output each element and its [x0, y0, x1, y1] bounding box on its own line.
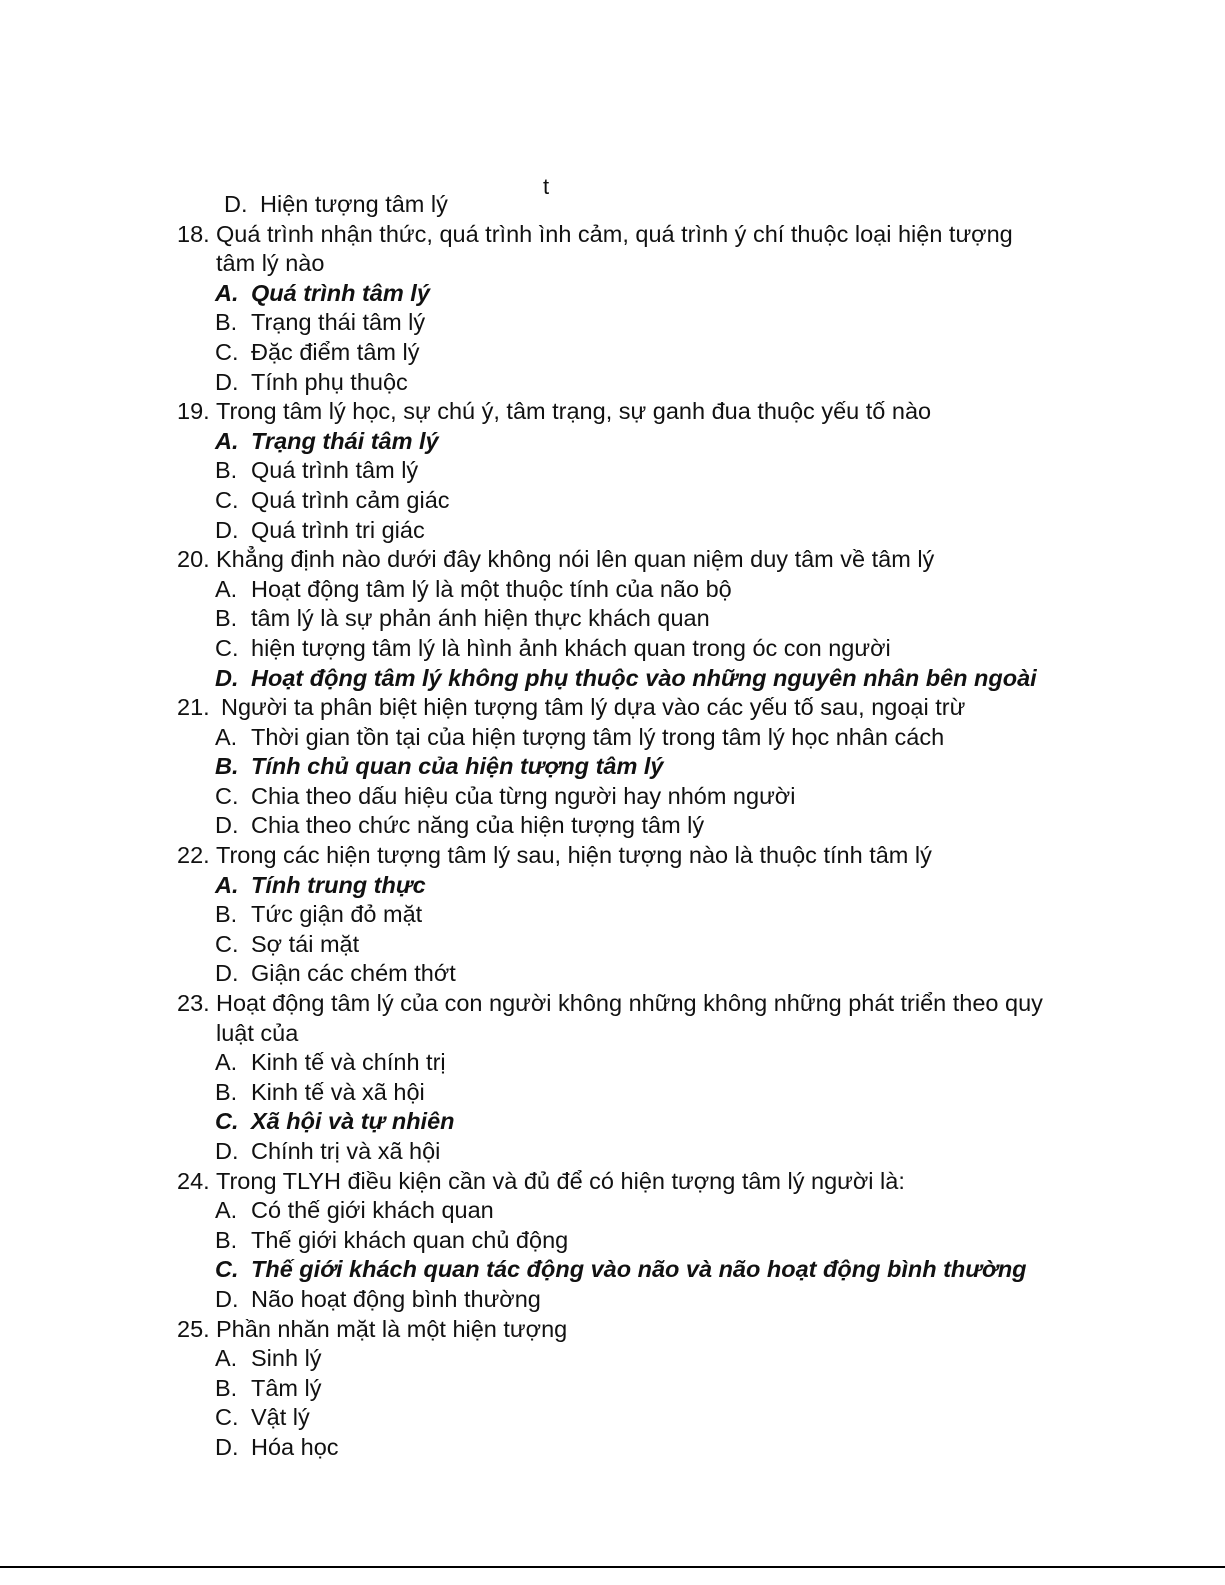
- option-text: Giận các chém thớt: [251, 960, 456, 987]
- option-row-correct: [0, 752, 1225, 782]
- option-text: Xã hội và tự nhiên: [251, 1108, 455, 1135]
- option-text: Tức giận đỏ mặt: [251, 901, 423, 928]
- option-label: C.: [215, 1108, 239, 1135]
- option-row-correct: [0, 427, 1225, 457]
- question-24-line-1: [0, 1167, 1225, 1197]
- option-text: Chia theo dấu hiệu của từng người hay nhóm người: [251, 782, 796, 809]
- option-label: C.: [215, 1256, 239, 1283]
- option-label: D.: [215, 812, 239, 839]
- question-text: Người ta phân biệt hiện tượng tâm lý dựa vào các yếu tố sau, ngoại trừ: [221, 694, 966, 721]
- question-text: Trong các hiện tượng tâm lý sau, hiện tượng nào là thuộc tính tâm lý: [216, 842, 932, 869]
- question-22-line-1: [0, 841, 1225, 871]
- option-label: B.: [215, 605, 238, 632]
- option-text: Chính trị và xã hội: [251, 1138, 441, 1164]
- option-label: D.: [224, 191, 248, 217]
- option-text: Trạng thái tâm lý: [251, 309, 426, 336]
- option-text: Tính chủ quan của hiện tượng tâm lý: [251, 753, 664, 780]
- option-label: C.: [215, 634, 239, 661]
- option-text: Quá trình cảm giác: [251, 486, 450, 513]
- option-row: [0, 782, 1225, 812]
- option-label: C.: [215, 1404, 239, 1431]
- option-text: Hoạt động tâm lý là một thuộc tính của não bộ: [251, 575, 732, 602]
- option-text: Hiện tượng tâm lý: [260, 191, 448, 217]
- question-18-line-2: [0, 249, 1225, 279]
- option-row: [0, 1226, 1225, 1256]
- option-label: D.: [215, 664, 239, 691]
- option-text: tâm lý là sự phản ánh hiện thực khách quan: [251, 605, 710, 632]
- option-label: D.: [215, 1433, 239, 1460]
- option-text: Tính phụ thuộc: [251, 368, 408, 395]
- option-text: Tâm lý: [251, 1374, 322, 1401]
- question-text-continued: luật của: [216, 1019, 299, 1046]
- option-row-correct: [0, 1255, 1225, 1285]
- option-row: [0, 486, 1225, 516]
- option-text: Kinh tế và xã hội: [251, 1078, 425, 1105]
- question-text: Khẳng định nào dưới đây không nói lên quan niệm duy tâm về tâm lý: [216, 546, 935, 573]
- page-bottom-rule: [0, 1566, 1225, 1568]
- option-row: [0, 723, 1225, 753]
- option-row: [0, 811, 1225, 841]
- question-text: Phần nhăn mặt là một hiện tượng: [216, 1315, 568, 1342]
- option-text: Hoạt động tâm lý không phụ thuộc vào những nguyên nhân bên ngoài: [251, 664, 1037, 691]
- option-label: B.: [215, 309, 238, 336]
- option-label: D.: [215, 960, 239, 987]
- option-text: Hóa học: [251, 1433, 339, 1460]
- question-number: 25.: [177, 1315, 210, 1342]
- option-row: [0, 338, 1225, 368]
- question-25-line-1: [0, 1315, 1225, 1345]
- stray-mark: t: [543, 174, 550, 199]
- option-row: [0, 575, 1225, 605]
- option-label: B.: [215, 1374, 238, 1401]
- option-label: A.: [215, 871, 239, 898]
- option-label: A.: [215, 575, 238, 602]
- option-row: [0, 1344, 1225, 1374]
- option-row: [0, 1433, 1225, 1463]
- option-text: Quá trình tâm lý: [251, 279, 430, 306]
- question-23-line-2: [0, 1019, 1225, 1049]
- option-label: B.: [215, 457, 238, 484]
- option-text: Tính trung thực: [251, 871, 426, 898]
- question-number: 24.: [177, 1167, 210, 1194]
- option-text: Đặc điểm tâm lý: [251, 338, 420, 365]
- option-row: [0, 368, 1225, 398]
- option-row: [0, 1137, 1225, 1167]
- option-label: A.: [215, 1345, 238, 1372]
- option-text: Quá trình tâm lý: [251, 457, 419, 484]
- option-row: [0, 930, 1225, 960]
- option-row: [0, 308, 1225, 338]
- option-label: C.: [215, 930, 239, 957]
- question-text: Trong TLYH điều kiện cần và đủ để có hiện tượng tâm lý người là:: [216, 1167, 905, 1194]
- option-text: Vật lý: [251, 1404, 310, 1431]
- option-row: [0, 1048, 1225, 1078]
- option-row: [0, 604, 1225, 634]
- option-label: C.: [215, 486, 239, 513]
- option-label: B.: [215, 901, 238, 928]
- option-label: A.: [215, 279, 239, 306]
- option-label: B.: [215, 1226, 238, 1253]
- option-row: [0, 1078, 1225, 1108]
- option-row-correct: [0, 871, 1225, 901]
- question-text: Hoạt động tâm lý của con người không những không những phát triển theo quy: [216, 990, 1043, 1017]
- question-18-line-1: [0, 220, 1225, 250]
- option-label: C.: [215, 782, 239, 809]
- option-text: Thời gian tồn tại của hiện tượng tâm lý trong tâm lý học nhân cách: [251, 723, 945, 750]
- option-text: Sợ tái mặt: [251, 930, 360, 957]
- question-number: 22.: [177, 842, 210, 869]
- option-text: Trạng thái tâm lý: [251, 427, 439, 454]
- question-19-line-1: [0, 397, 1225, 427]
- option-row: [0, 190, 1225, 220]
- option-text: hiện tượng tâm lý là hình ảnh khách quan trong óc con người: [251, 634, 891, 661]
- question-number: 18.: [177, 220, 210, 247]
- option-text: Não hoạt động bình thường: [251, 1285, 541, 1312]
- option-row-correct: [0, 664, 1225, 694]
- option-row-correct: [0, 279, 1225, 309]
- question-23-line-1: [0, 989, 1225, 1019]
- question-text: Trong tâm lý học, sự chú ý, tâm trạng, sự ganh đua thuộc yếu tố nào: [216, 398, 932, 425]
- option-row: [0, 1285, 1225, 1315]
- option-text: Sinh lý: [251, 1345, 322, 1372]
- option-label: B.: [215, 1078, 238, 1105]
- question-text: Quá trình nhận thức, quá trình ình cảm, quá trình ý chí thuộc loại hiện tượng: [216, 220, 1013, 247]
- option-label: A.: [215, 1049, 238, 1076]
- option-label: A.: [215, 1197, 238, 1224]
- option-text: Có thế giới khách quan: [251, 1197, 494, 1224]
- option-label: D.: [215, 1138, 239, 1164]
- question-text-continued: tâm lý nào: [216, 250, 325, 277]
- question-20-line-1: [0, 545, 1225, 575]
- option-label: C.: [215, 338, 239, 365]
- option-row: [0, 900, 1225, 930]
- option-row: [0, 959, 1225, 989]
- option-text: Thế giới khách quan tác động vào não và não hoạt động bình thường: [251, 1256, 1027, 1283]
- option-row: [0, 1403, 1225, 1433]
- option-text: Quá trình tri giác: [251, 516, 425, 543]
- question-number: 23.: [177, 990, 210, 1017]
- question-number: 20.: [177, 546, 210, 573]
- option-text: Kinh tế và chính trị: [251, 1049, 446, 1076]
- option-row: [0, 634, 1225, 664]
- quiz-content: [0, 190, 1225, 1463]
- option-row: [0, 1196, 1225, 1226]
- option-label: B.: [215, 753, 239, 780]
- option-row-correct: [0, 1107, 1225, 1137]
- option-label: A.: [215, 723, 238, 750]
- option-label: A.: [215, 427, 239, 454]
- question-21-line-1: [0, 693, 1225, 723]
- option-text: Chia theo chức năng của hiện tượng tâm lý: [251, 812, 705, 839]
- option-label: D.: [215, 368, 239, 395]
- option-label: D.: [215, 1285, 239, 1312]
- option-row: [0, 516, 1225, 546]
- question-number: 21.: [177, 694, 210, 721]
- question-number: 19.: [177, 398, 210, 425]
- option-label: D.: [215, 516, 239, 543]
- option-text: Thế giới khách quan chủ động: [251, 1226, 569, 1253]
- option-row: [0, 456, 1225, 486]
- option-row: [0, 1374, 1225, 1404]
